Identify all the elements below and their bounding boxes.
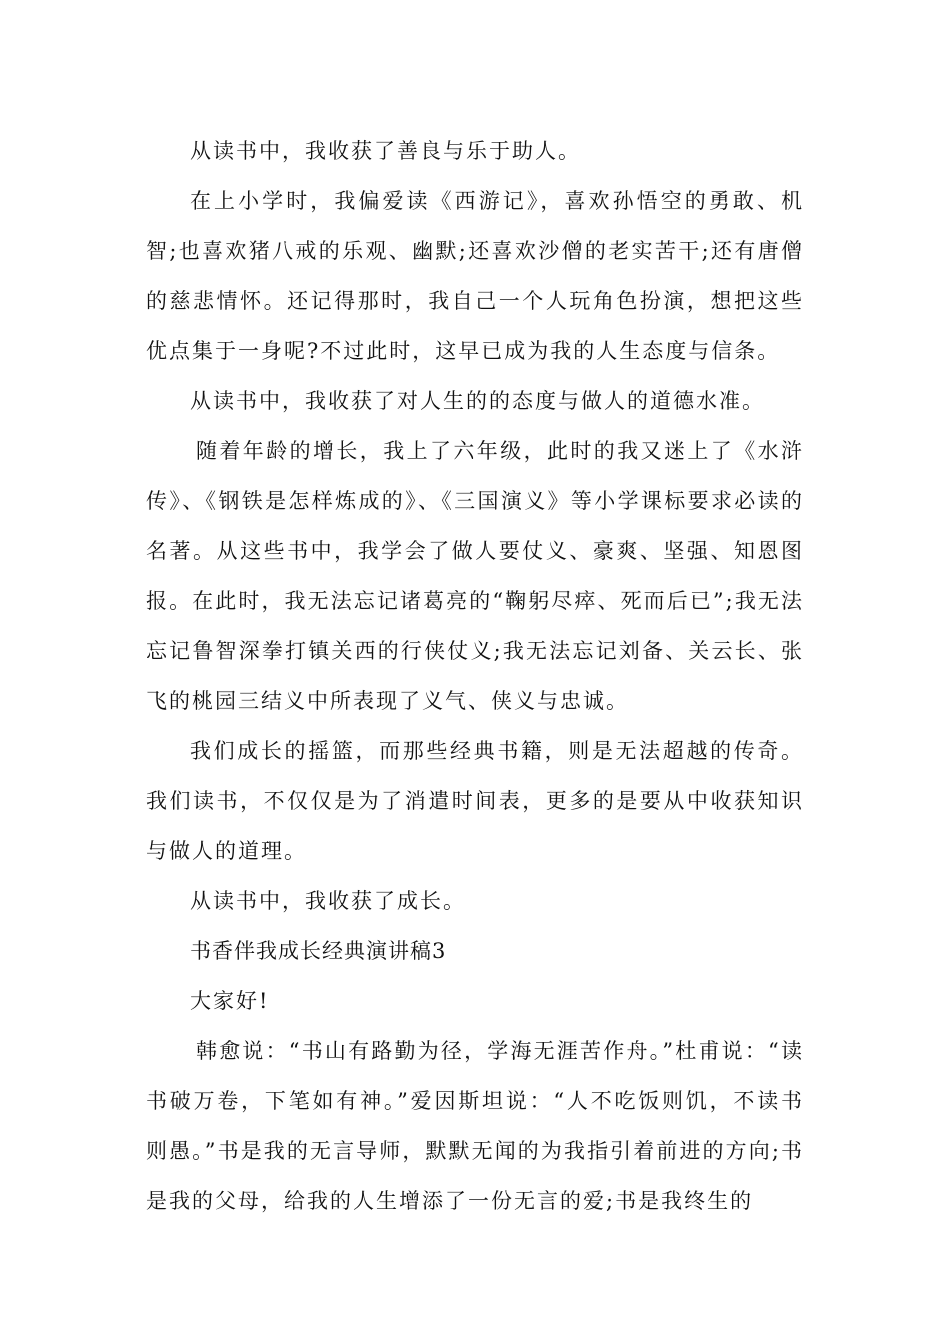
paragraph-3: 从读书中，我收获了对人生的的态度与做人的道德水准。 — [190, 389, 765, 413]
paragraph-1: 从读书中，我收获了善良与乐于助人。 — [190, 139, 581, 163]
paragraph-5: 我们成长的摇篮，而那些经典书籍，则是无法超越的传奇。我们读书，不仅仅是为了消遣时间表，更多的是要从中收获知识与做人的道理。 — [146, 739, 804, 863]
paragraph-9: 韩愈说：“书山有路勤为径，学海无涯苦作舟。”杜甫说：“读书破万卷，下笔如有神。”爱因斯坦说：“人不吃饭则饥，不读书则愚。”书是我的无言导师，默默无闻的为我指引着前进的方向;书是我的父母，给我的人生增添了一份无言的爱;书是我终生的 — [146, 1039, 804, 1213]
paragraph-4: 随着年龄的增长，我上了六年级，此时的我又迷上了《水浒传》、《钢铁是怎样炼成的》、《三国演义》等小学课标要求必读的名著。从这些书中，我学会了做人要仗义、豪爽、坚强、知恩图报。在此时，我无法忘记诸葛亮的“鞠躬尽瘁、死而后已”;我无法忘记鲁智深拳打镇关西的行侠仗义;我无法忘记刘备、关云长、张飞的桃园三结义中所表现了义气、侠义与忠诚。 — [146, 439, 804, 713]
paragraph-6: 从读书中，我收获了成长。 — [190, 889, 466, 913]
paragraph-2: 在上小学时，我偏爱读《西游记》，喜欢孙悟空的勇敢、机智;也喜欢猪八戒的乐观、幽默;还喜欢沙僧的老实苦干;还有唐僧的慈悲情怀。还记得那时，我自己一个人玩角色扮演，想把这些优点集于一身呢?不过此时，这早已成为我的人生态度与信条。 — [146, 189, 804, 363]
greeting: 大家好! — [190, 989, 270, 1013]
section-title: 书香伴我成长经典演讲稿3 — [190, 939, 447, 963]
